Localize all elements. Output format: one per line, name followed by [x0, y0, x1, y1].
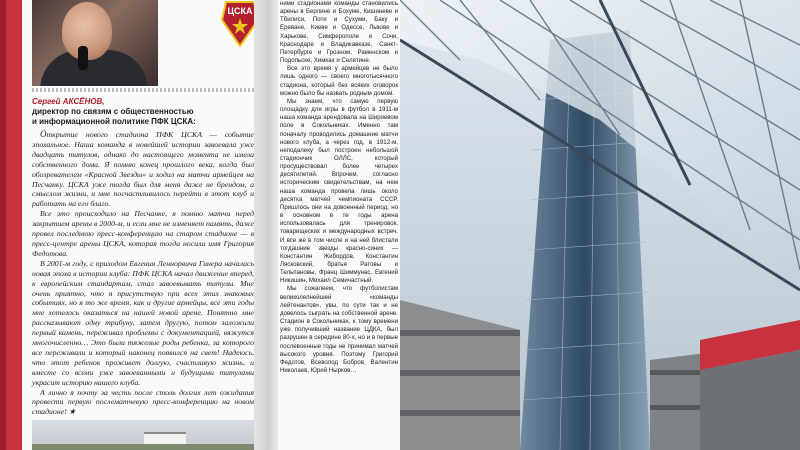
stadium-thumbnail-photo: [32, 420, 258, 450]
author-photo: [32, 0, 158, 86]
page-gutter: [254, 0, 278, 450]
article-paragraph: Мы знаем, что самую первую площадку для игры в футбол в 1911-м наша команда арендовала на Ширяевом поле в Сокольниках. Именно там поначалу проводились домашние матчи нового клуба, а через год, в 1912-м, неподалеку был построен небольшой стадиончик ОЛЛС, который просуществовал более четырех десятилетий. Впрочем, согласно историческим свидетельствам, на нем наша команда провела лишь около десятка матчей чемпионата СССР. Пришлось они на довоенный период, но в основном в те годы арена использовалась для тренировок, товарищеских и международных встреч. И все же в том числе и на ней блистали тогдашние звезды красно-синих — Константин Жибордов, Константин Лясковский, братья Ратовы и Тельпановы, Франц Шиммунас, Евгений Никишин, Михаил Семичастный.: [280, 97, 398, 285]
magazine-page: [22, 0, 400, 450]
emblem-text: ЦСКА: [227, 6, 253, 16]
quote-paragraph: Все это происходило на Песчанке, я помню матчи перед закрытием арены в 2000-м, и если мне не изменяет память, даже провел последнюю пресс-конференцию на старом стадионе — в пресс-центре арены ЦСКА, которая тогда носила имя Григория Федотова.: [32, 209, 254, 258]
author-role-line1: директор по связям с общественностью: [32, 107, 194, 116]
quote-column: [32, 130, 254, 417]
quote-paragraph: А лично я почту за честь после столь долгих лет ожидания провести первую послематчевую пресс-конференцию на новом стадионе! ★: [32, 387, 254, 417]
article-paragraph: ними стадионами команды становились арены в Берлине и Бохуме, Кишиневе и Тбилиси, Поти и Сухуми, Баку и Ереване, Киеве и Одессе, Львове и Харькове, Симферополе и Сочи, Краснодаре и Владикавказе, Санкт-Петербурге и Грозном, Раменском и Подольске, Химках и Селятине.: [280, 0, 398, 65]
left-red-strip: [0, 0, 22, 450]
quote-paragraph: Открытие нового стадиона ПФК ЦСКА — событие эпохальное. Наша команда в новейшей истории завоевала уже двадцать титулов, однако до настоящего момента не имела собственного дома. Я помню конец прошлого века, когда был обозревателем «Красной Звезды» и ходил на матчи армейцев на Песчанку. ЦСКА уже тогда был для меня даже не брендом, а смыслом жизни, и мне посчастливилось перейти в этот клуб и работать на его благо.: [32, 129, 254, 209]
article-paragraph: Все это время у армейцев не было лишь одного — своего многотысячного стадиона, который без всяких оговорок можно было бы назвать родным домом.: [280, 65, 398, 97]
dotted-divider: [32, 88, 258, 92]
author-caption: [32, 97, 258, 127]
author-role-line2: и информационной политике ПФК ЦСКА:: [32, 117, 196, 126]
article-column: [280, 0, 398, 375]
quote-paragraph: В 2001-м году, с приходом Евгения Леннорвича Гинера началась новая эпоха в истории клуба: ПФК ЦСКА начал движение вперед, к европейским стандартам, стал завоевывать титулы. Мне очень приятно, что я присутствую при всех этих знаковых событиях, но я то же время, как и другие армейцы, все эти годы мне хотелось оказаться на нашей новой арене. Понятно мне рассказывают одну трибуну, затем другую, потом заложили первый камень, переживал проблемы с документацией, вяжутся многочисленно… Это были тяжелые роды ребенка, за которого все переживали и который наконец появился на свет! Надеюсь, что этот ребенок проживет долгую, счастливую жизнь, и вместе со всеми уже завоеванными и будущими титулами украсит историю нашего клуба.: [32, 258, 254, 387]
stadium-building-photo: [400, 0, 800, 450]
glass-tower-illustration: [400, 0, 800, 450]
author-name: Сергей АКСЁНОВ,: [32, 97, 105, 106]
article-paragraph: Мы сожалеем, что футболистам великолепнейшей «команды лейтенантов», увы, по сути так и не довелось сыграть на собственной арене. Стадион в Сокольниках, к тому времени уже получивший название ЦДКА, был разрушен в середине 80-х, но и в первые послевоенные годы не принимал матчей высокого уровня. Поэтому Григорий Федотов, Всеволод Бобров, Валентин Николаев, Юрий Нырков…: [280, 285, 398, 375]
